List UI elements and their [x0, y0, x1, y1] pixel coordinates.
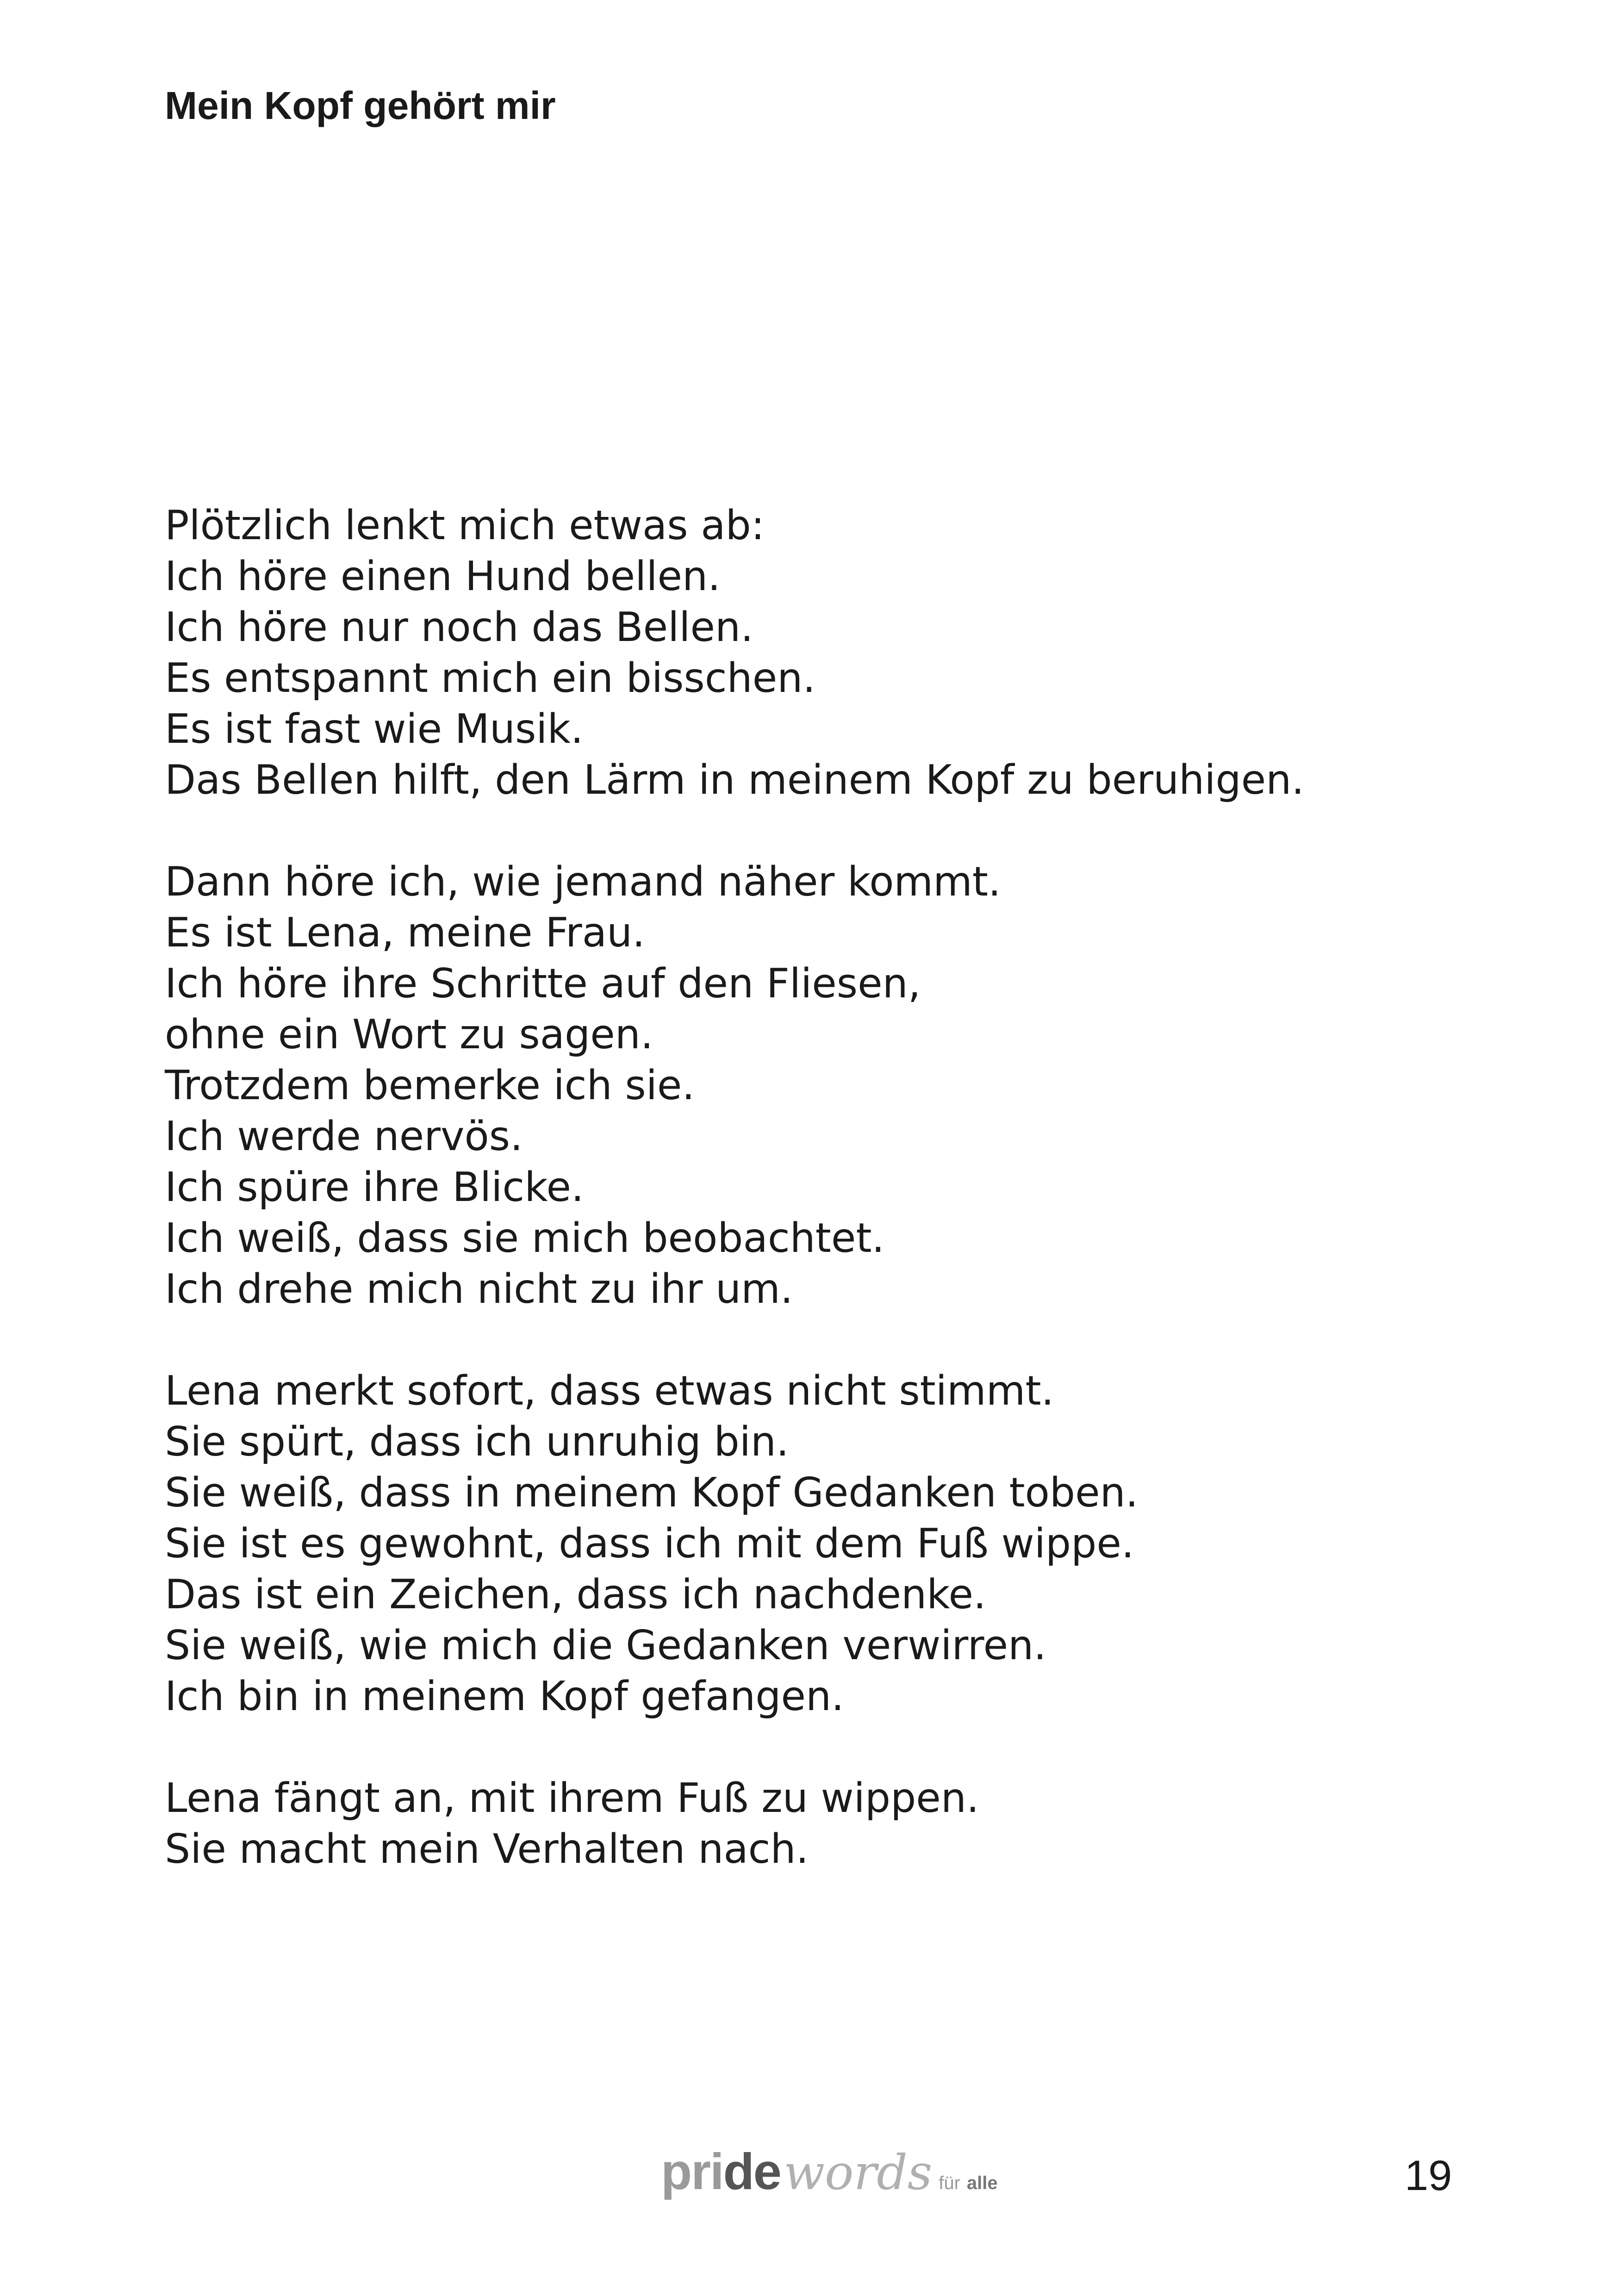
text-line: Es entspannt mich ein bisschen.	[165, 654, 816, 702]
text-line: Ich werde nervös.	[165, 1113, 523, 1160]
publisher-logo	[661, 2143, 998, 2201]
body-text	[165, 500, 1553, 1925]
logo-pride-text	[661, 2143, 781, 2200]
logo-words-text: words	[783, 2144, 933, 2201]
text-line: Lena merkt sofort, dass etwas nicht stimmt.	[165, 1367, 1054, 1414]
stanza	[165, 500, 1553, 805]
text-line: Sie weiß, wie mich die Gedanken verwirren.	[165, 1622, 1046, 1669]
logo-part-de: de	[723, 2143, 781, 2200]
text-line: Ich höre nur noch das Bellen.	[165, 604, 753, 651]
text-line: Sie macht mein Verhalten nach.	[165, 1825, 809, 1873]
text-line: Ich höre einen Hund bellen.	[165, 553, 721, 600]
text-line: Ich höre ihre Schritte auf den Fliesen,	[165, 960, 921, 1007]
logo-fuer-text: für	[939, 2173, 960, 2193]
text-line: Trotzdem bemerke ich sie.	[165, 1062, 695, 1109]
text-line: Ich spüre ihre Blicke.	[165, 1164, 584, 1211]
text-line: Das ist ein Zeichen, dass ich nachdenke.	[165, 1571, 986, 1618]
text-line: Sie weiß, dass in meinem Kopf Gedanken toben.	[165, 1469, 1139, 1516]
text-line: Ich weiß, dass sie mich beobachtet.	[165, 1214, 885, 1262]
stanza	[165, 1773, 1553, 1874]
text-line: Ich bin in meinem Kopf gefangen.	[165, 1673, 844, 1720]
page-title: Mein Kopf gehört mir	[165, 84, 556, 127]
text-line: Sie spürt, dass ich unruhig bin.	[165, 1418, 789, 1465]
page-number: 19	[1405, 2152, 1452, 2199]
text-line: Plötzlich lenkt mich etwas ab:	[165, 502, 765, 549]
text-line: Dann höre ich, wie jemand näher kommt.	[165, 858, 1001, 905]
text-line: Das Bellen hilft, den Lärm in meinem Kopf zu beruhigen.	[165, 756, 1305, 803]
text-line: Ich drehe mich nicht zu ihr um.	[165, 1265, 793, 1313]
text-line: ohne ein Wort zu sagen.	[165, 1011, 653, 1058]
logo-alle-text: alle	[966, 2173, 998, 2193]
logo-part-pri: pri	[661, 2143, 723, 2200]
stanza	[165, 1365, 1553, 1722]
text-line: Es ist fast wie Musik.	[165, 705, 584, 753]
text-line: Sie ist es gewohnt, dass ich mit dem Fuß wippe.	[165, 1520, 1134, 1567]
text-line: Es ist Lena, meine Frau.	[165, 909, 645, 956]
text-line: Lena fängt an, mit ihrem Fuß zu wippen.	[165, 1774, 979, 1822]
stanza	[165, 856, 1553, 1314]
